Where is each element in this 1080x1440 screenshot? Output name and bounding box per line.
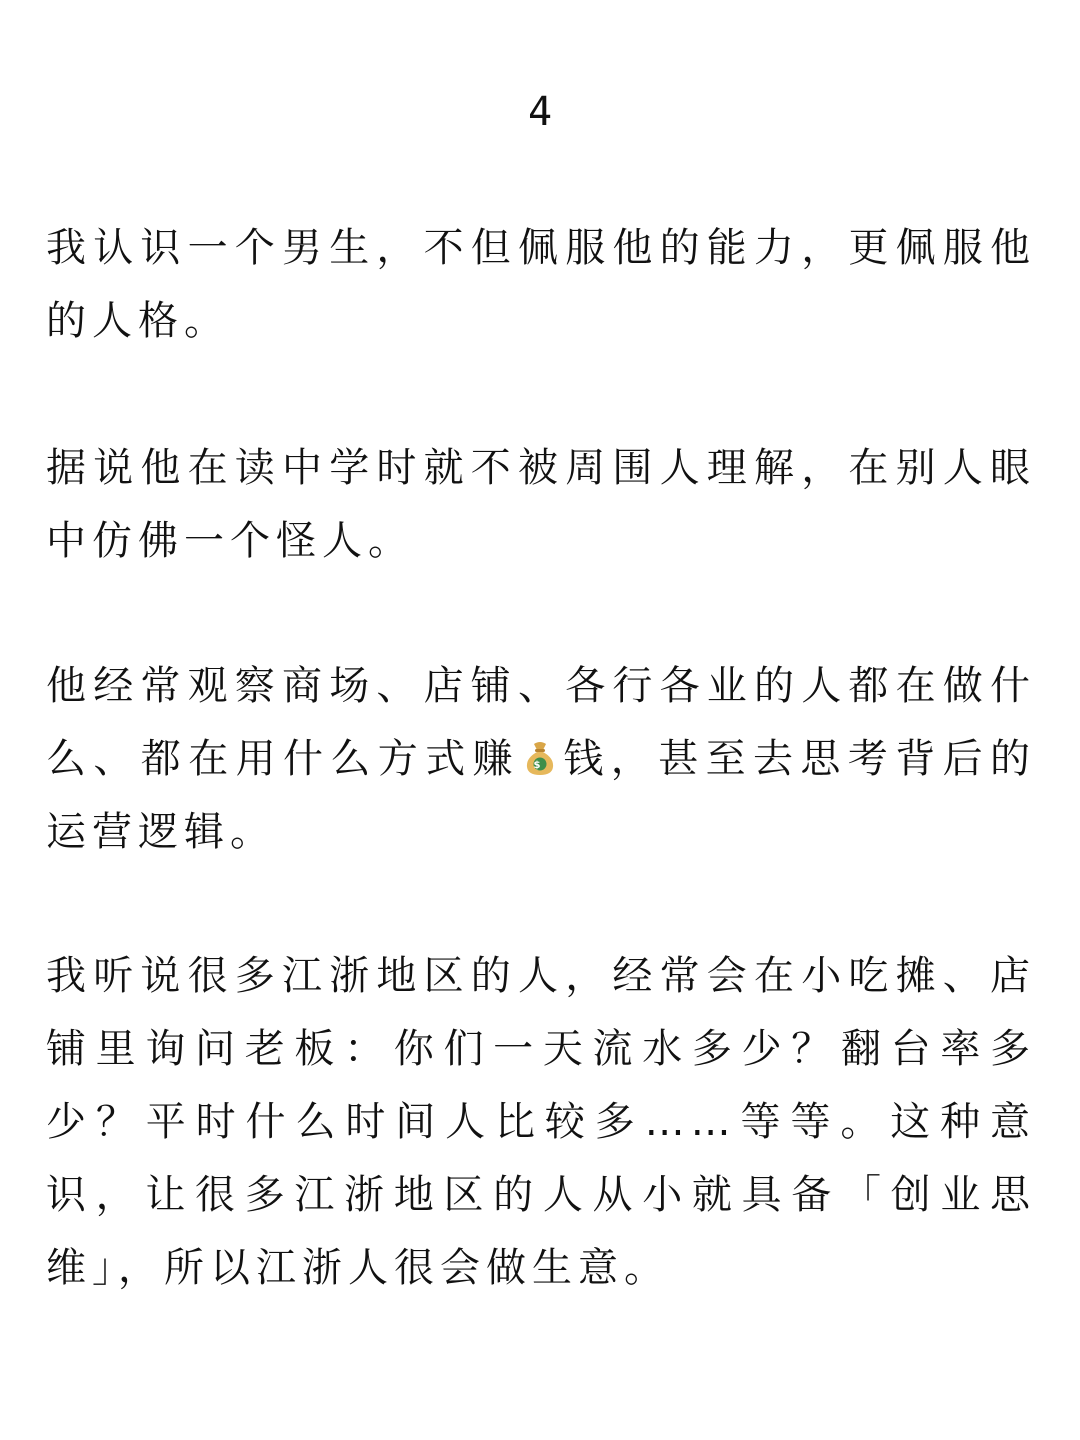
paragraph-2: 据说他在读中学时就不被周围人理解，在别人眼中仿佛一个怪人。 <box>46 445 1036 564</box>
paragraph-4: 我听说很多江浙地区的人，经常会在小吃摊、店铺里询问老板：你们一天流水多少？翻台率多少？平时什么时间人比较多……等等。这种意识，让很多江浙地区的人从小就具备「创业思维」，所以江浙人很会做生意。 <box>46 953 1036 1291</box>
paragraph-3-text-after-icon: 钱，甚至去思考背后的运营逻辑。 <box>46 736 1036 855</box>
paragraph-1: 我认识一个男生，不但佩服他的能力，更佩服他的人格。 <box>46 225 1036 344</box>
paragraph-3-text-before-icon: 他经常观察商场、店铺、各行各业的人都在做什么、都在用什么方式赚 <box>46 663 1036 782</box>
paragraph-3 <box>46 650 1036 869</box>
page-number: 4 <box>527 89 553 135</box>
svg-text:$: $ <box>533 760 547 771</box>
money-bag-icon <box>520 729 560 769</box>
